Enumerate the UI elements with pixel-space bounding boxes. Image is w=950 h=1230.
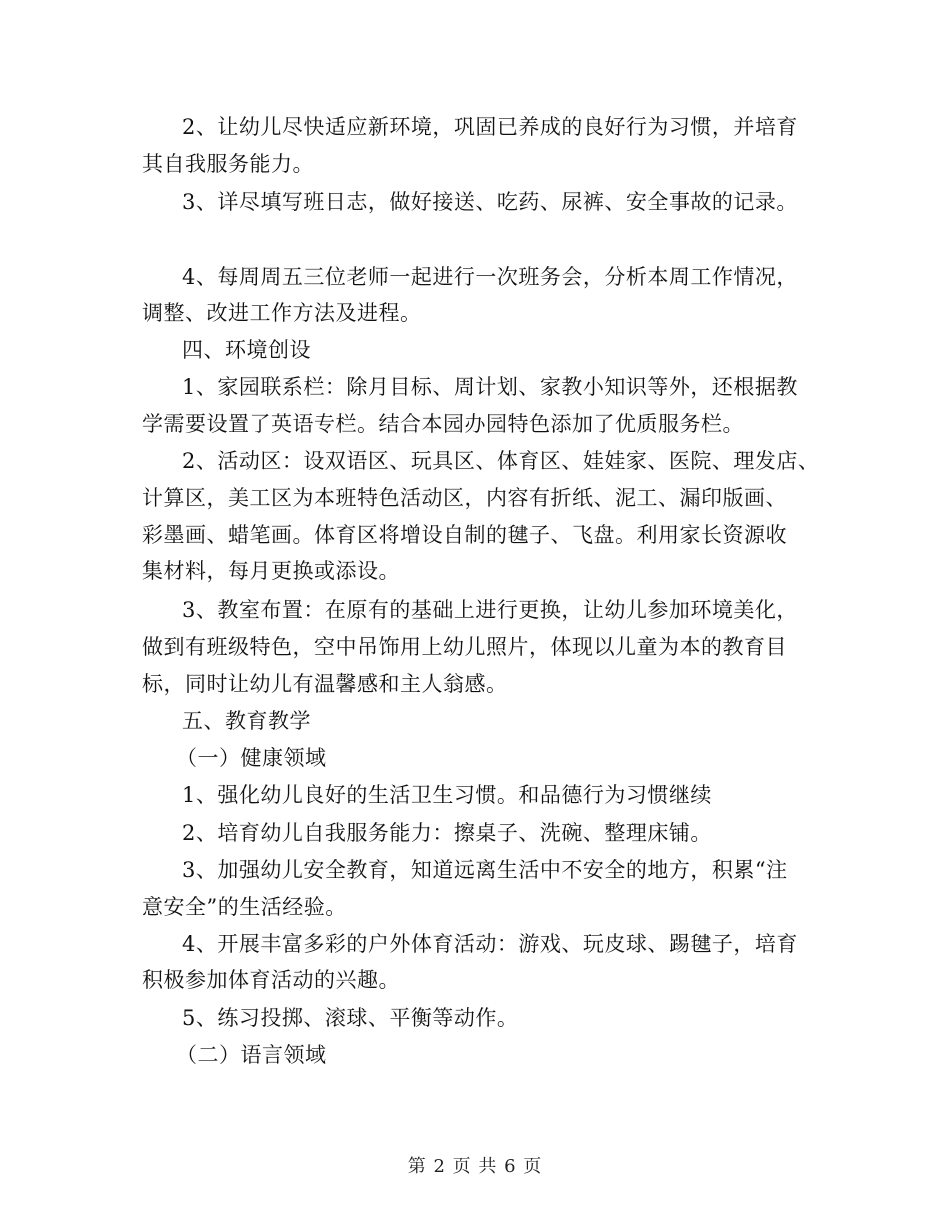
- paragraph-line: 彩墨画、蜡笔画。体育区将增设自制的毽子、飞盘。利用家长资源收: [142, 523, 787, 547]
- paragraph-line: 积极参加体育活动的兴趣。: [142, 968, 400, 992]
- paragraph-line: 4、每周周五三位老师一起进行一次班务会，分析本周工作情况，: [182, 265, 798, 289]
- subsection-heading: （二）语言领域: [176, 1043, 327, 1067]
- paragraph-line: 4、开展丰富多彩的户外体育活动：游戏、玩皮球、踢毽子，培育: [182, 932, 798, 956]
- paragraph-line: 3、教室布置：在原有的基础上进行更换，让幼儿参加环境美化，: [182, 598, 798, 622]
- paragraph-line: 标，同时让幼儿有温馨感和主人翁感。: [142, 672, 508, 696]
- paragraph-line: 调整、改进工作方法及进程。: [142, 301, 422, 325]
- paragraph-line: 集材料，每月更换或添设。: [142, 559, 400, 583]
- paragraph-line: 3、详尽填写班日志，做好接送、吃药、尿裤、安全事故的记录。: [182, 190, 798, 214]
- paragraph-line: 做到有班级特色，空中吊饰用上幼儿照片，体现以儿童为本的教育目: [142, 635, 787, 659]
- paragraph-line: 2、让幼儿尽快适应新环境，巩固已养成的良好行为习惯，并培育: [182, 115, 798, 139]
- section-heading: 五、教育教学: [182, 709, 311, 733]
- paragraph-line: 1、家园联系栏：除月目标、周计划、家教小知识等外，还根据教: [182, 375, 798, 399]
- section-heading: 四、环境创设: [182, 338, 311, 362]
- paragraph-line: 3、加强幼儿安全教育，知道远离生活中不安全的地方，积累“注: [182, 858, 788, 882]
- paragraph-line: 计算区，美工区为本班特色活动区，内容有折纸、泥工、漏印版画、: [142, 486, 787, 510]
- page-footer: 第 2 页 共 6 页: [407, 1156, 543, 1177]
- paragraph-line: 2、培育幼儿自我服务能力：擦桌子、洗碗、整理床铺。: [182, 821, 712, 845]
- subsection-heading: （一）健康领域: [176, 746, 327, 770]
- paragraph-line: 1、强化幼儿良好的生活卫生习惯。和品德行为习惯继续: [182, 783, 712, 807]
- paragraph-line: 意安全”的生活经验。: [142, 895, 347, 919]
- paragraph-line: 其自我服务能力。: [142, 152, 314, 176]
- paragraph-line: 2、活动区：设双语区、玩具区、体育区、娃娃家、医院、理发店、: [182, 449, 820, 473]
- paragraph-line: 5、练习投掷、滚球、平衡等动作。: [182, 1006, 519, 1030]
- paragraph-line: 学需要设置了英语专栏。结合本园办园特色添加了优质服务栏。: [142, 412, 744, 436]
